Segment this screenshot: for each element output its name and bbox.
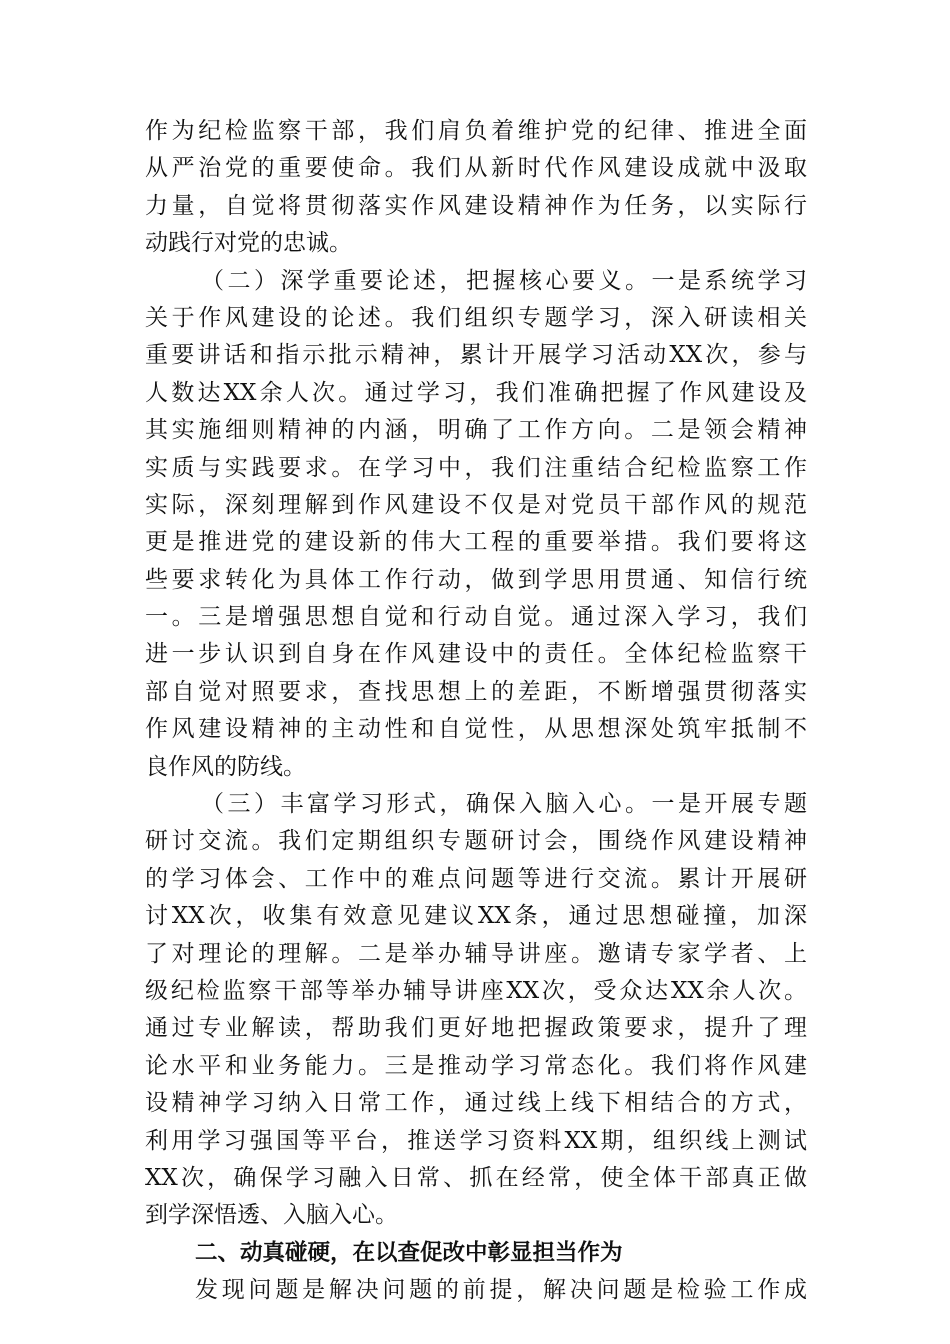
- text-line: 讨XX次，收集有效意见建议XX条，通过思想碰撞，加深: [145, 903, 807, 930]
- text-line: 作为纪检监察干部，我们肩负着维护党的纪律、推进全面: [145, 118, 807, 144]
- text-line: 研讨交流。我们定期组织专题研讨会，围绕作风建设精神: [145, 828, 807, 855]
- document-body: [145, 113, 807, 1310]
- text-line: 利用学习强国等平台，推送学习资料XX期，组织线上测试: [145, 1127, 807, 1154]
- section-heading: 二、动真碰硬，在以查促改中彰显担当作为: [195, 1239, 623, 1266]
- text-line: 从严治党的重要使命。我们从新时代作风建设成就中汲取: [145, 155, 807, 182]
- text-line: 了对理论的理解。二是举办辅导讲座。邀请专家学者、上: [145, 940, 807, 967]
- text-line: 关于作风建设的论述。我们组织专题学习，深入研读相关: [145, 304, 807, 331]
- text-line: 良作风的防线。: [145, 753, 306, 780]
- text-line: 实质与实践要求。在学习中，我们注重结合纪检监察工作: [145, 454, 807, 481]
- section-subheading-line: （三）丰富学习形式，确保入脑入心。一是开展专题: [201, 791, 807, 818]
- text-line: 部自觉对照要求，查找思想上的差距，不断增强贯彻落实: [145, 678, 807, 705]
- text-line: 通过专业解读，帮助我们更好地把握政策要求，提升了理: [145, 1015, 807, 1042]
- text-line: 级纪检监察干部等举办辅导讲座XX次，受众达XX余人次。: [145, 977, 807, 1004]
- text-line: 到学深悟透、入脑入心。: [145, 1202, 398, 1229]
- text-line: 些要求转化为具体工作行动，做到学思用贯通、知信行统: [145, 566, 807, 593]
- text-line: 进一步认识到自身在作风建设中的责任。全体纪检监察干: [145, 641, 807, 668]
- text-line: XX次，确保学习融入日常、抓在经常，使全体干部真正做: [145, 1164, 807, 1191]
- text-line: 设精神学习纳入日常工作，通过线上线下相结合的方式，: [145, 1090, 807, 1117]
- text-line: 发现问题是解决问题的前提，解决问题是检验工作成: [195, 1277, 807, 1304]
- text-line: 动践行对党的忠诚。: [145, 230, 352, 257]
- text-line: 人数达XX余人次。通过学习，我们准确把握了作风建设及: [145, 379, 807, 406]
- text-line: 论水平和业务能力。三是推动学习常态化。我们将作风建: [145, 1052, 807, 1079]
- text-line: 更是推进党的建设新的伟大工程的重要举措。我们要将这: [145, 529, 807, 556]
- text-line: 的学习体会、工作中的难点问题等进行交流。累计开展研: [145, 865, 807, 892]
- text-line: 作风建设精神的主动性和自觉性，从思想深处筑牢抵制不: [145, 716, 807, 743]
- text-line: 力量，自觉将贯彻落实作风建设精神作为任务，以实际行: [145, 192, 807, 219]
- text-line: 一。三是增强思想自觉和行动自觉。通过深入学习，我们: [145, 604, 807, 631]
- text-line: 重要讲话和指示批示精神，累计开展学习活动XX次，参与: [145, 342, 807, 369]
- text-line: 实际，深刻理解到作风建设不仅是对党员干部作风的规范: [145, 491, 807, 518]
- section-subheading-line: （二）深学重要论述，把握核心要义。一是系统学习: [201, 267, 807, 294]
- text-line: 其实施细则精神的内涵，明确了工作方向。二是领会精神: [145, 417, 807, 444]
